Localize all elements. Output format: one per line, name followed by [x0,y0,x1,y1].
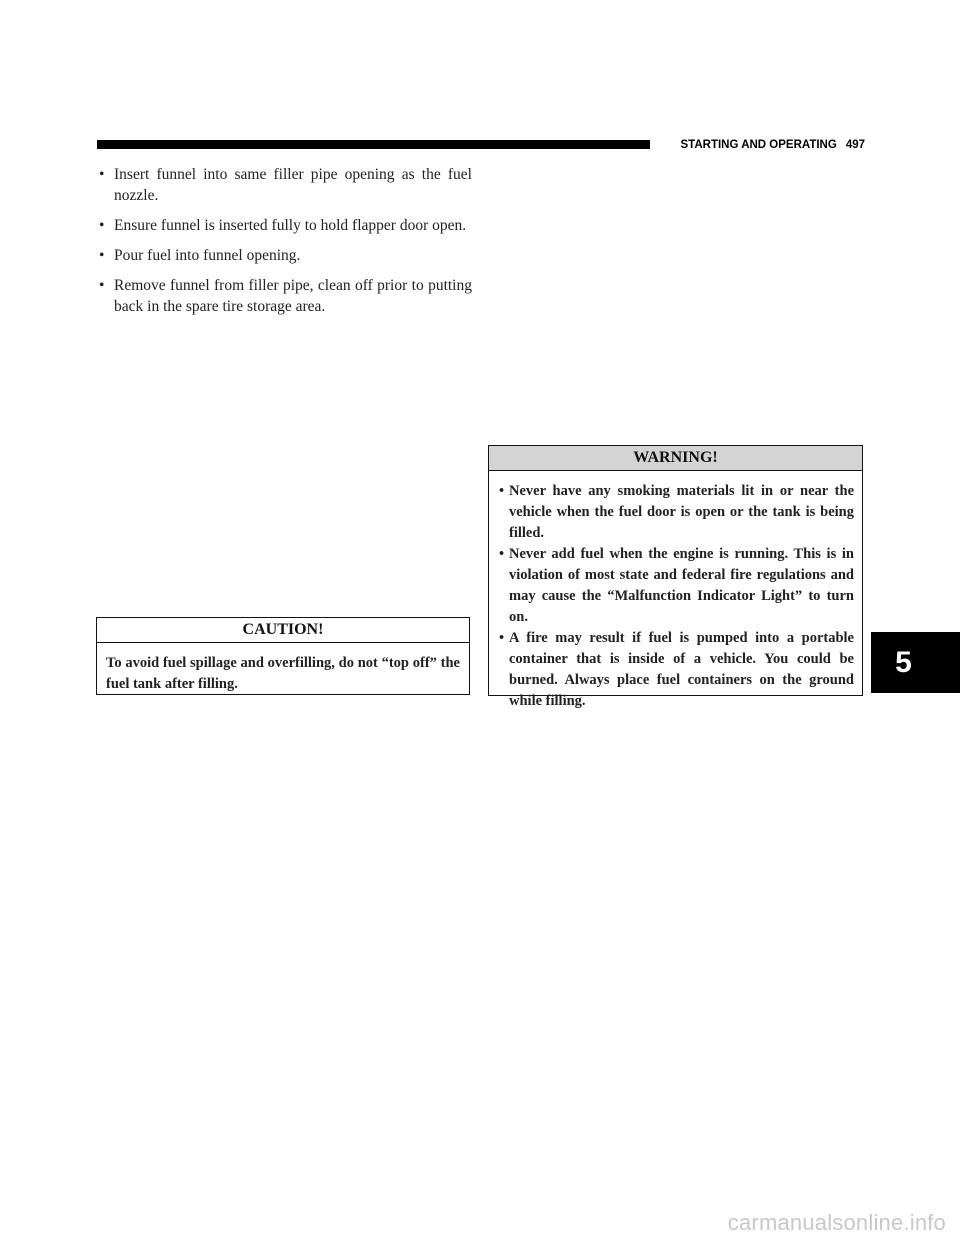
bullet-icon: • [499,546,505,562]
bullet-icon: • [99,247,105,264]
list-item-text: Ensure funnel is inserted fully to hold flapper door open. [114,217,467,234]
running-header [660,137,865,153]
warning-item-text: Never add fuel when the engine is running. This is in violation of most state and federal fire regulations and may cause the “Malfunction Indicator Light” to turn on. [509,546,854,625]
bullet-icon: • [99,277,105,294]
list-item [97,164,472,206]
warning-item-text: A fire may result if fuel is pumped into a portable container that is inside of a vehicle. You could be burned. Always place fuel containers on the ground while filling. [509,630,854,709]
section-title: STARTING AND OPERATING [680,139,837,151]
bullet-icon: • [499,483,505,499]
chapter-tab [871,632,960,693]
watermark: carmanualsonline.info [727,1210,946,1235]
instruction-list [97,164,472,317]
warning-item [499,544,854,628]
list-item [97,245,472,266]
caution-title: CAUTION! [242,621,324,638]
list-item-text: Insert funnel into same filler pipe opening as the fuel nozzle. [114,166,472,204]
warning-item [499,628,854,712]
warning-item [499,481,854,544]
warning-box [488,445,863,709]
warning-title: WARNING! [489,446,862,470]
list-item-text: Pour fuel into funnel opening. [114,247,301,264]
bullet-icon: • [99,166,105,183]
bullet-icon: • [499,630,505,646]
caution-box [96,617,470,695]
left-column [97,164,472,326]
chapter-number: 5 [895,645,912,679]
list-item [97,275,472,317]
list-item [97,215,472,236]
caution-text: To avoid fuel spillage and overfilling, do not “top off” the fuel tank after filling. [106,655,460,692]
warning-list [489,471,862,712]
header-rule [97,140,650,149]
page-number: 497 [845,139,865,151]
warning-item-text: Never have any smoking materials lit in or near the vehicle when the fuel door is open or the tank is being filled. [509,483,854,541]
list-item-text: Remove funnel from filler pipe, clean off prior to putting back in the spare tire storage area. [114,277,472,315]
bullet-icon: • [99,217,105,234]
